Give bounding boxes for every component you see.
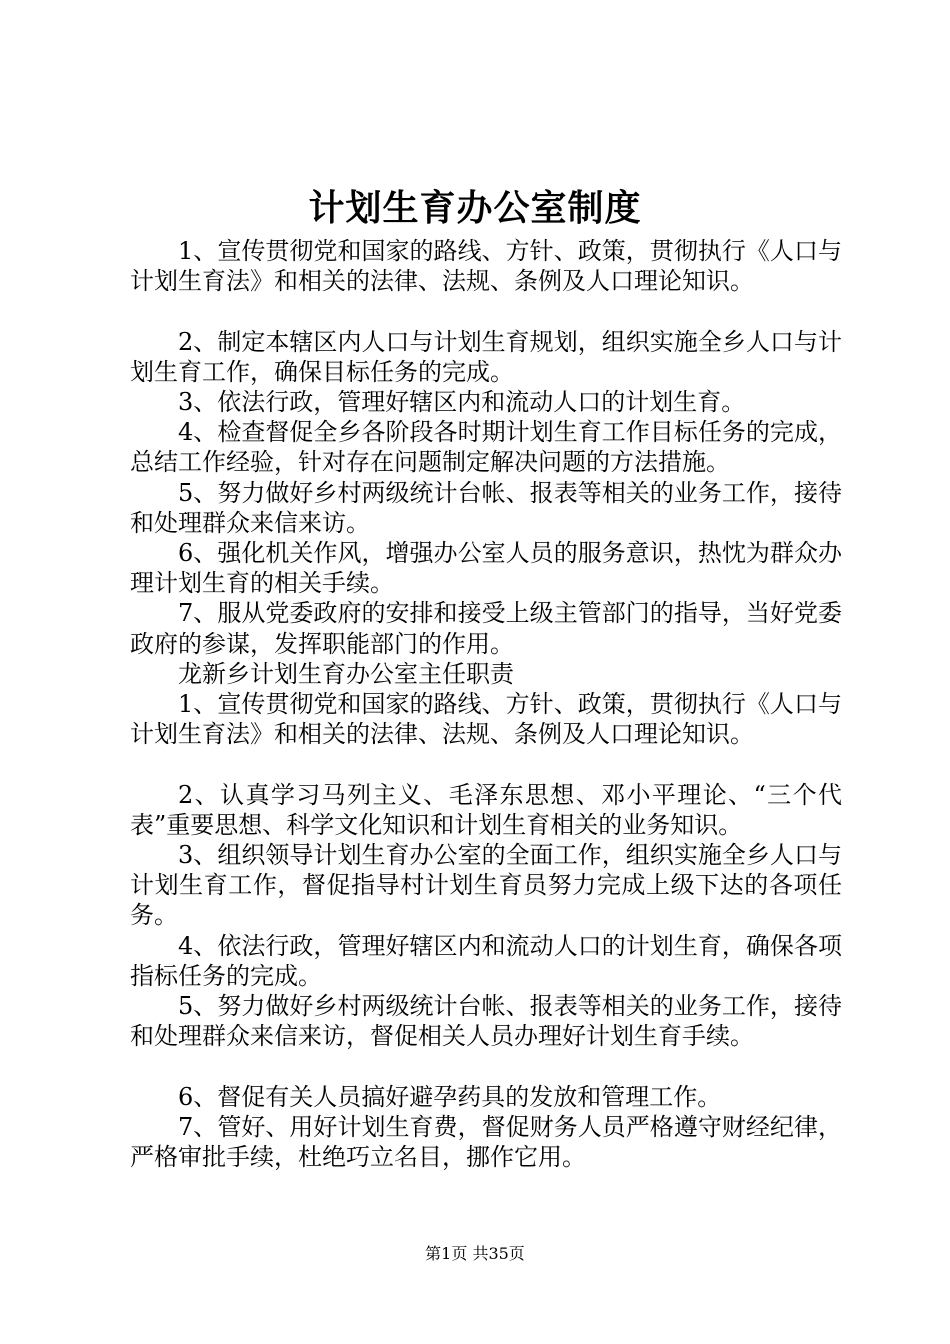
paragraph: 4、依法行政，管理好辖区内和流动人口的计划生育，确保各项指标任务的完成。 [130,931,842,990]
paragraph: 6、强化机关作风，增强办公室人员的服务意识，热忱为群众办理计划生育的相关手续。 [130,539,842,598]
paragraph: 1、宣传贯彻党和国家的路线、方针、政策，贯彻执行《人口与计划生育法》和相关的法律、法规、条例及人口理论知识。 [130,237,842,296]
paragraph: 5、努力做好乡村两级统计台帐、报表等相关的业务工作，接待和处理群众来信来访。 [130,478,842,537]
paragraph: 1、宣传贯彻党和国家的路线、方针、政策，贯彻执行《人口与计划生育法》和相关的法律、法规、条例及人口理论知识。 [130,690,842,749]
paragraph: 2、认真学习马列主义、毛泽东思想、邓小平理论、“三个代表”重要思想、科学文化知识和计划生育相关的业务知识。 [130,780,842,839]
section-heading: 龙新乡计划生育办公室主任职责 [178,659,514,688]
document-body [130,236,842,1172]
paragraph: 3、依法行政，管理好辖区内和流动人口的计划生育。 [178,388,746,416]
paragraph: 7、服从党委政府的安排和接受上级主管部门的指导，当好党委政府的参谋，发挥职能部门的作用。 [130,599,842,658]
paragraph: 4、检查督促全乡各阶段各时期计划生育工作目标任务的完成，总结工作经验，针对存在问题制定解决问题的方法措施。 [130,418,842,477]
paragraph: 7、管好、用好计划生育费，督促财务人员严格遵守财经纪律，严格审批手续，杜绝巧立名目，挪作它用。 [130,1112,842,1172]
paragraph: 5、努力做好乡村两级统计台帐、报表等相关的业务工作，接待和处理群众来信来访，督促相关人员办理好计划生育手续。 [130,992,842,1051]
page-footer: 第1页 共35页 [425,1244,525,1263]
page-title: 计划生育办公室制度 [308,187,642,229]
paragraph: 6、督促有关人员搞好避孕药具的发放和管理工作。 [178,1082,722,1111]
paragraph: 3、组织领导计划生育办公室的全面工作，组织实施全乡人口与计划生育工作，督促指导村计划生育员努力完成上级下达的各项任务。 [130,841,842,930]
paragraph: 2、制定本辖区内人口与计划生育规划，组织实施全乡人口与计划生育工作，确保目标任务的完成。 [130,327,842,386]
